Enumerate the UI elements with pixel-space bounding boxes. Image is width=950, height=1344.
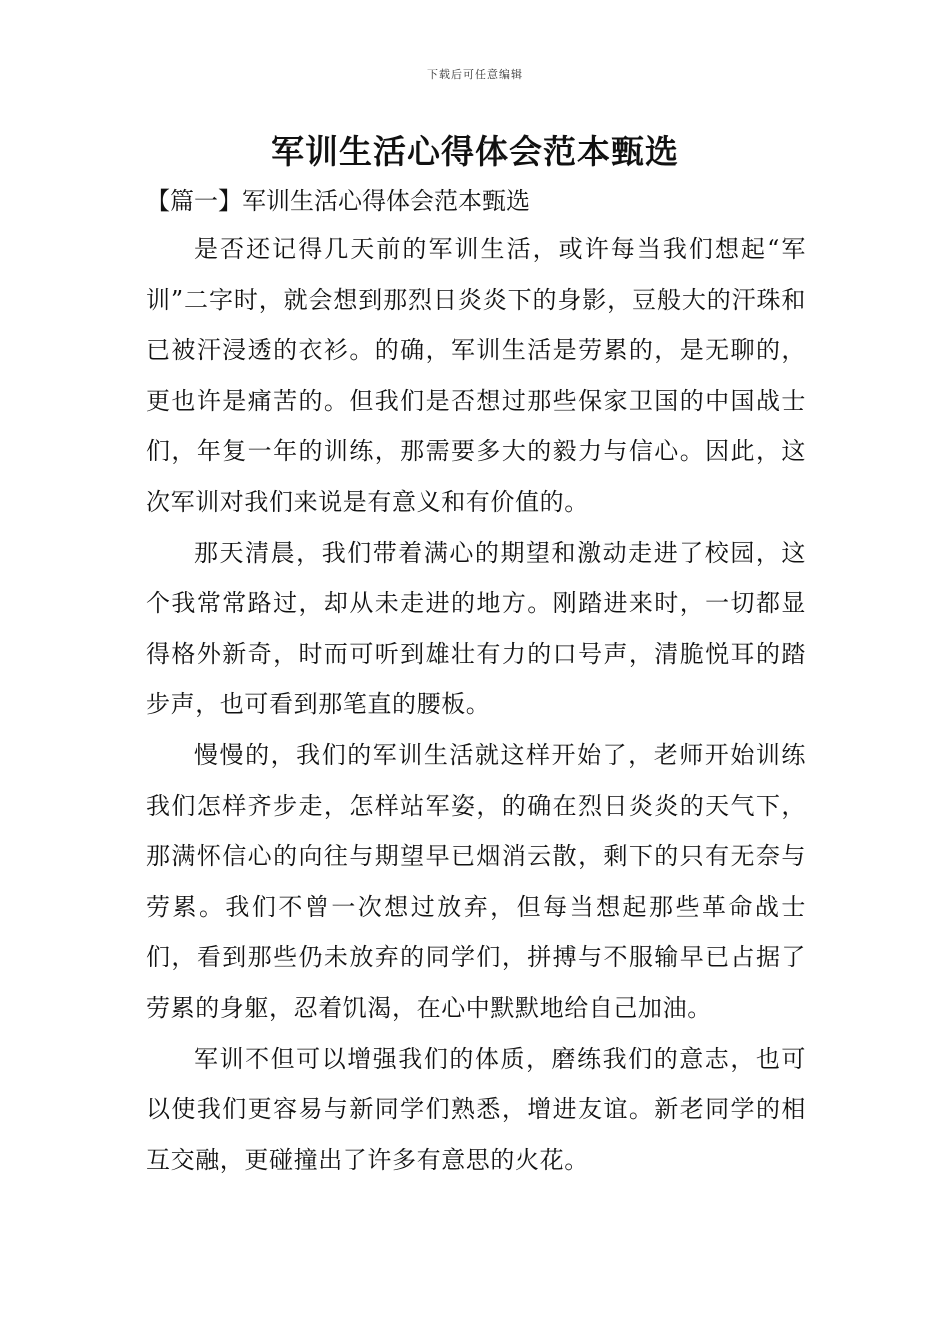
- paragraph: 那天清晨，我们带着满心的期望和激动走进了校园，这个我常常路过，却从未走进的地方。刚踏进来时，一切都显得格外新奇，时而可听到雄壮有力的口号声，清脆悦耳的踏步声，也可看到那笔直的腰板。: [146, 538, 806, 719]
- section-heading: 【篇一】军训生活心得体会范本甄选: [146, 187, 530, 215]
- body-text: [146, 224, 806, 1185]
- document-title: 军训生活心得体会范本甄选: [271, 132, 679, 171]
- paragraph: 慢慢的，我们的军训生活就这样开始了，老师开始训练我们怎样齐步走，怎样站军姿，的确在烈日炎炎的天气下，那满怀信心的向往与期望早已烟消云散，剩下的只有无奈与劳累。我们不曾一次想过放弃，但每当想起那些革命战士们，看到那些仍未放弃的同学们，拼搏与不服输早已占据了劳累的身躯，忍着饥渴，在心中默默地给自己加油。: [146, 740, 806, 1022]
- paragraph: 军训不但可以增强我们的体质，磨练我们的意志，也可以使我们更容易与新同学们熟悉，增进友谊。新老同学的相互交融，更碰撞出了许多有意思的火花。: [146, 1044, 806, 1174]
- paragraph: 是否还记得几天前的军训生活，或许每当我们想起“军训”二字时，就会想到那烈日炎炎下的身影，豆般大的汗珠和已被汗浸透的衣衫。的确，军训生活是劳累的，是无聊的，更也许是痛苦的。但我们是否想过那些保家卫国的中国战士们，年复一年的训练，那需要多大的毅力与信心。因此，这次军训对我们来说是有意义和有价值的。: [146, 235, 806, 516]
- header-note: 下载后可任意编辑: [427, 68, 523, 81]
